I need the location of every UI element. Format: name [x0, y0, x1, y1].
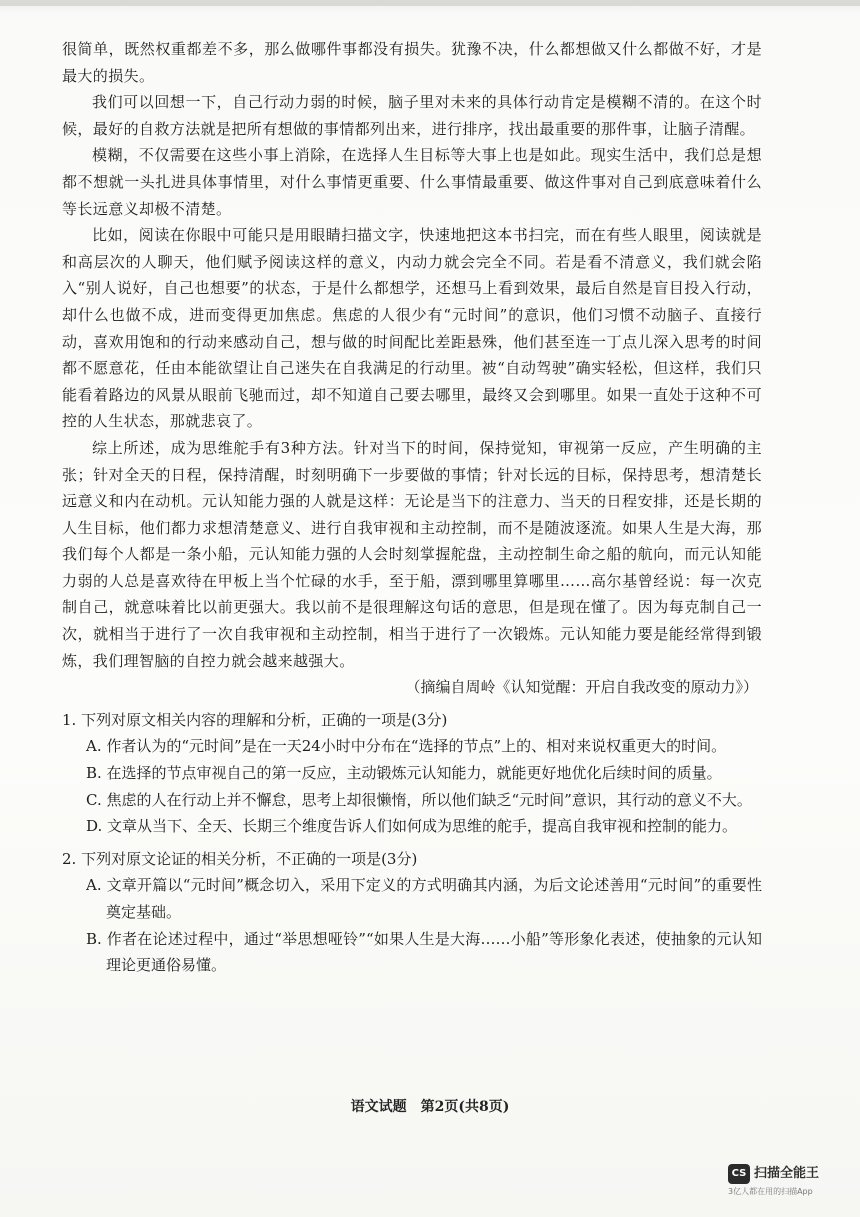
question-stem: 1. 下列对原文相关内容的理解和分析，正确的一项是(3分)	[62, 710, 448, 729]
scanner-watermark	[728, 1162, 838, 1202]
passage-paragraph-4: 比如，阅读在你眼中可能只是用眼睛扫描文字，快速地把这本书扫完，而在有些人眼里，阅读就是和高层次的人聊天，他们赋予阅读这样的意义，内动力就会完全不同。若是看不清意义，我们就会陷入“别人说好，自己也想要”的状态，于是什么都想学，还想马上看到效果，最后自然是盲目投入行动，却什么也做不成，进而变得更加焦虑。焦虑的人很少有“元时间”的意识，他们习惯不动脑子、直接行动，喜欢用饱和的行动来感动自己，想与做的时间配比差距悬殊，他们甚至连一丁点儿深入思考的时间都不愿意花，任由本能欲望让自己迷失在自我满足的行动里。被“自动驾驶”确实轻松，但这样，我们只能看着路边的风景从眼前飞驰而过，却不知道自己要去哪里，最终又会到哪里。如果一直处于这种不可控的人生状态，那就悲哀了。	[62, 226, 762, 431]
scan-edge	[0, 0, 860, 6]
passage-paragraph-3: 模糊，不仅需要在这些小事上消除，在选择人生目标等大事上也是如此。现实生活中，我们总是想都不想就一头扎进具体事情里，对什么事情更重要、什么事情最重要、做这件事对自己到底意味着什么等长远意义却极不清楚。	[62, 146, 762, 218]
passage-paragraph-2: 我们可以回想一下，自己行动力弱的时候，脑子里对未来的具体行动肯定是模糊不清的。在这个时候，最好的自救方法就是把所有想做的事情都列出来，进行排序，找出最重要的那件事，让脑子清醒。	[62, 93, 762, 138]
passage-paragraph-5: 综上所述，成为思维舵手有3种方法。针对当下的时间，保持觉知，审视第一反应，产生明确的主张；针对全天的日程，保持清醒，时刻明确下一步要做的事情；针对长远的目标，保持思考，想清楚长远意义和内在动机。元认知能力强的人就是这样：无论是当下的注意力、当天的日程安排，还是长期的人生目标，他们都力求想清楚意义、进行自我审视和主动控制，而不是随波逐流。如果人生是大海，那我们每个人都是一条小船，元认知能力强的人会时刻掌握舵盘，主动控制生命之船的航向，而元认知能力弱的人总是喜欢待在甲板上当个忙碌的水手，至于船，漂到哪里算哪里……高尔基曾经说：每一次克制自己，就意味着比以前更强大。我以前不是很理解这句话的意思，但是现在懂了。因为每克制自己一次，就相当于进行了一次自我审视和主动控制，相当于进行了一次锻炼。元认知能力要是能经常得到锻炼，我们理智脑的自控力就会越来越强大。	[62, 438, 762, 670]
question-option: B. 作者在论述过程中，通过“举思想哑铃”“如果人生是大海……小船”等形象化表述，使抽象的元认知理论更通俗易懂。	[86, 929, 762, 975]
watermark-tagline: 3亿人都在用的扫描App	[728, 1187, 813, 1196]
page-footer: 语文试题 第2页(共8页)	[350, 1099, 510, 1115]
question-1	[62, 707, 762, 840]
passage-paragraph-1: 很简单，既然权重都差不多，那么做哪件事都没有损失。犹豫不决，什么都想做又什么都做不好，才是最大的损失。	[62, 40, 762, 85]
watermark-app-name: 扫描全能王	[754, 1166, 820, 1181]
question-option: B. 在选择的节点审视自己的第一反应，主动锻炼元认知能力，就能更好地优化后续时间的质量。	[86, 764, 722, 783]
question-option: D. 文章从当下、全天、长期三个维度告诉人们如何成为思维的舵手，提高自我审视和控制的能力。	[86, 817, 738, 836]
passage-citation: （摘编自周岭《认知觉醒：开启自我改变的原动力》）	[405, 678, 758, 697]
question-stem: 2. 下列对原文论证的相关分析，不正确的一项是(3分)	[62, 849, 418, 868]
question-option: A. 文章开篇以“元时间”概念切入，采用下定义的方式明确其内涵，为后文论述善用“元时间”的重要性奠定基础。	[86, 876, 762, 921]
page-content	[62, 36, 762, 979]
camscanner-logo-icon: CS	[728, 1164, 750, 1184]
question-option: A. 作者认为的“元时间”是在一天24小时中分布在“选择的节点”上的、相对来说权重更大的时间。	[86, 737, 727, 756]
question-option: C. 焦虑的人在行动上并不懈怠，思考上却很懒惰，所以他们缺乏“元时间”意识，其行动的意义不大。	[86, 790, 752, 809]
question-2	[62, 846, 762, 979]
